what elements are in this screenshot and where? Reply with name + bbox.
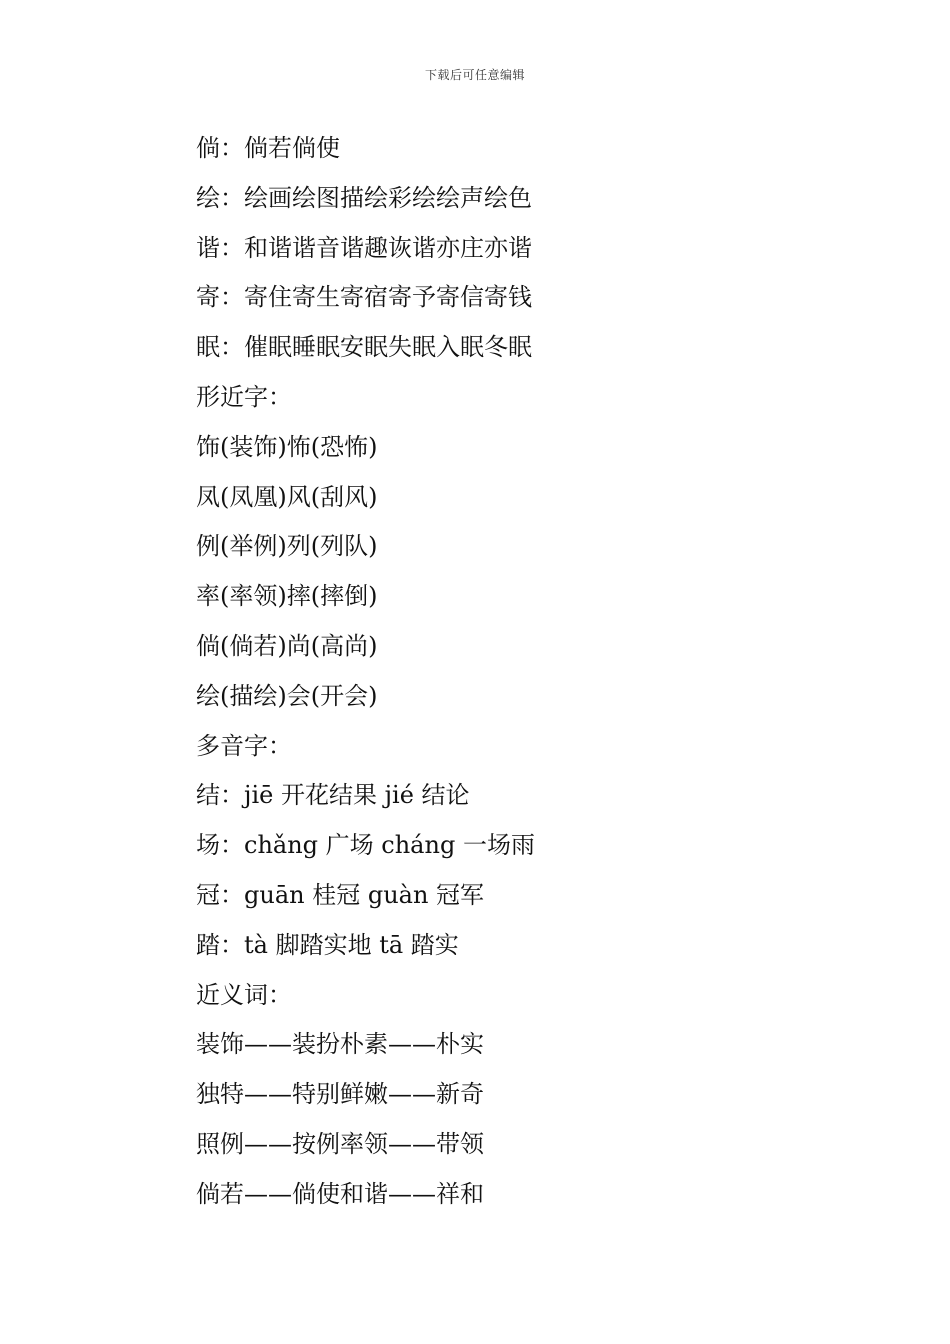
entry-xie: 谐：和谐谐音谐趣诙谐亦庄亦谐: [196, 233, 532, 262]
polyphonic-entry: 场：chǎng 广场 cháng 一场雨: [196, 831, 535, 860]
synonym-pair: 独特——特别鲜嫩——新奇: [196, 1080, 484, 1109]
similar-char-pair: 率(率领)摔(摔倒): [196, 582, 378, 611]
similar-char-pair: 绘(描绘)会(开会): [196, 681, 378, 710]
entry-ji: 寄：寄住寄生寄宿寄予寄信寄钱: [196, 283, 532, 312]
page-header: 下载后可任意编辑: [424, 68, 525, 82]
similar-char-pair: 例(举例)列(列队): [196, 532, 378, 561]
similar-char-pair: 凤(凤凰)风(刮风): [196, 482, 378, 511]
similar-char-pair: 饰(装饰)怖(恐怖): [196, 432, 378, 461]
synonym-pair: 装饰——装扮朴素——朴实: [196, 1030, 484, 1059]
synonym-pair: 倘若——倘使和谐——祥和: [196, 1179, 484, 1208]
section-heading-polyphonic-characters: 多音字：: [196, 731, 292, 760]
section-heading-similar-characters: 形近字：: [196, 382, 292, 411]
entry-hui: 绘：绘画绘图描绘彩绘绘声绘色: [196, 183, 532, 212]
synonym-pair: 照例——按例率领——带领: [196, 1129, 484, 1158]
similar-char-pair: 倘(倘若)尚(高尚): [196, 631, 378, 660]
polyphonic-entry: 踏：tà 脚踏实地 tā 踏实: [196, 930, 459, 959]
entry-mian: 眠：催眠睡眠安眠失眠入眠冬眠: [196, 333, 532, 362]
section-heading-synonyms: 近义词：: [196, 980, 292, 1009]
polyphonic-entry: 冠：guān 桂冠 guàn 冠军: [196, 880, 485, 909]
entry-tang: 倘：倘若倘使: [196, 134, 340, 162]
polyphonic-entry: 结：jiē 开花结果 jié 结论: [196, 781, 470, 810]
document-body: [196, 124, 896, 1220]
